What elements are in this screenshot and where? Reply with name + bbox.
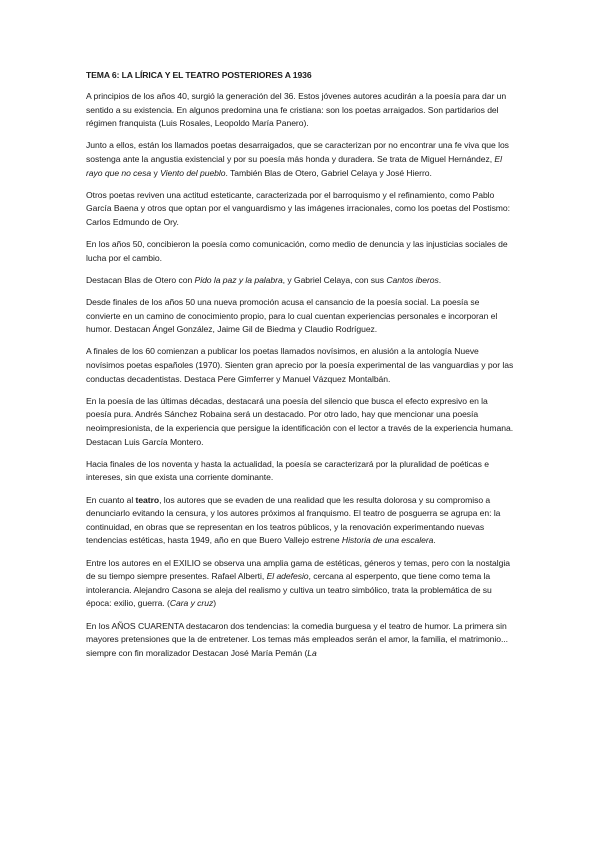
text: En cuanto al bbox=[86, 494, 136, 505]
paragraph-ultimas-decadas bbox=[86, 395, 514, 449]
paragraph-finales-50 bbox=[86, 296, 514, 337]
work-title: El adefesio bbox=[266, 571, 309, 582]
bold-term: teatro bbox=[135, 494, 160, 505]
paragraph-exilio bbox=[86, 557, 514, 611]
text: , los autores que se evaden de una realidad que les resulta dolorosa y su compromiso a denunciarlo evitando la censura, y los autores próximos al franquismo. El teatro de posguerra se agrupa en: la continuidad, en obras que se representan en los teatros públicos, y la renovación experimentando nuevas tendencias estéticas, hasta 1949, año en que Buero Vallejo estrene bbox=[86, 494, 501, 546]
work-title: Cara y cruz bbox=[169, 598, 214, 609]
paragraph-anos-cuarenta bbox=[86, 620, 514, 658]
paragraph-generacion-36 bbox=[86, 90, 514, 131]
paragraph-novisimos bbox=[86, 345, 514, 386]
text: A finales de los 60 comienzan a publicar los poetas llamados novísimos, en alusión a la antología Nueve novísimos poetas españoles (1970). Sienten gran aprecio por la poesía experimental de las vanguardias y por las conductas decadentistas. Destaca Pere Gimferrer y Manuel Vázquez Montalbán. bbox=[86, 346, 514, 384]
text: , cercana al esperpento, que tiene como tema la intolerancia. Alejandro Casona se aleja del realismo y cultiva un teatro simbólico, trata la problemática de su época: exilio, guerra. ( bbox=[86, 571, 492, 609]
text: Otros poetas reviven una actitud esteticante, caracterizada por el barroquismo y el refinamiento, como Pablo García Baena y otros que optan por el vanguardismo y las imágenes irracionales, como los poetas del Postismo: Carlos Edmundo de Ory. bbox=[86, 189, 510, 227]
text: En los años 50, concibieron la poesía como comunicación, como medio de denuncia y las injusticias sociales de lucha por el cambio. bbox=[86, 239, 508, 263]
text: ) bbox=[213, 598, 217, 609]
text: . También Blas de Otero, Gabriel Celaya y José Hierro. bbox=[225, 167, 432, 178]
text: Destacan Blas de Otero con bbox=[86, 274, 195, 285]
text: A principios de los años 40, surgió la generación del 36. Estos jóvenes autores acudirán a la poesía para dar un sentido a su existencia. En algunos predomina una fe cristiana: son los poetas arraigados. Son partidarios del régimen franquista (Luis Rosales, Leopoldo María Panero). bbox=[86, 91, 507, 129]
paragraph-poetas-desarraigados bbox=[86, 139, 514, 180]
work-title: Viento del pueblo bbox=[160, 167, 226, 178]
text: Hacia finales de los noventa y hasta la actualidad, la poesía se caracterizará por la pluralidad de poéticas e intereses, sin que exista una corriente dominante. bbox=[86, 458, 489, 483]
paragraph-esteticante bbox=[86, 189, 514, 230]
work-title: Pido la paz y la palabra bbox=[194, 274, 283, 285]
text: En la poesía de las últimas décadas, destacará una poesía del silencio que busca el efecto expresivo en la poesía pura. Andrés Sánchez Robaina será un destacado. Por otro lado, hay que mencionar una poesía neoimpresionista, de la experiencia que persigue la identificación con el lector a través de la experiencia humana. Destacan Luis García Montero. bbox=[86, 395, 514, 447]
paragraph-anos-50 bbox=[86, 238, 514, 265]
work-title: Cantos iberos bbox=[386, 274, 439, 285]
text: Desde finales de los años 50 una nueva promoción acusa el cansancio de la poesía social. La poesía se convierte en un camino de conocimiento propio, para lo cual cuentan experiencias personales e incorporan el humor. Destacan Ángel González, Jaime Gil de Biedma y Claudio Rodríguez. bbox=[86, 297, 498, 335]
work-title: La bbox=[307, 647, 317, 658]
paragraph-destacan-otero bbox=[86, 274, 514, 288]
paragraph-teatro bbox=[86, 494, 514, 548]
work-title: El rayo que no cesa bbox=[86, 153, 502, 178]
text: . bbox=[433, 535, 436, 546]
text: En los AÑOS CUARENTA destacaron dos tendencias: la comedia burguesa y el teatro de humor. La primera sin mayores pretensiones que la de entretener. Los temas más empleados serán el amor, la familia, el matrimonio... siempre con fin moralizador Destacan José María Pemán ( bbox=[86, 620, 509, 658]
text: , y Gabriel Celaya, con sus bbox=[282, 274, 387, 285]
text: Junto a ellos, están los llamados poetas desarraigados, que se caracterizan por no encontrar una fe viva que los sostenga ante la angustia existencial y por su poesía más honda y duradera. Se trata de Miguel Hernández, bbox=[86, 140, 509, 164]
paragraph-actualidad bbox=[86, 458, 514, 485]
text: Entre los autores en el EXILIO se observa una amplia gama de estéticas, géneros y temas, pero con la nostalgia de su tiempo siempre presentes. Rafael Alberti, bbox=[86, 557, 510, 582]
text: y bbox=[151, 167, 161, 178]
text: . bbox=[438, 274, 442, 285]
document-title: TEMA 6: LA LÍRICA Y EL TEATRO POSTERIORES A 1936 bbox=[86, 70, 312, 80]
work-title: Historia de una escalera bbox=[341, 535, 434, 546]
